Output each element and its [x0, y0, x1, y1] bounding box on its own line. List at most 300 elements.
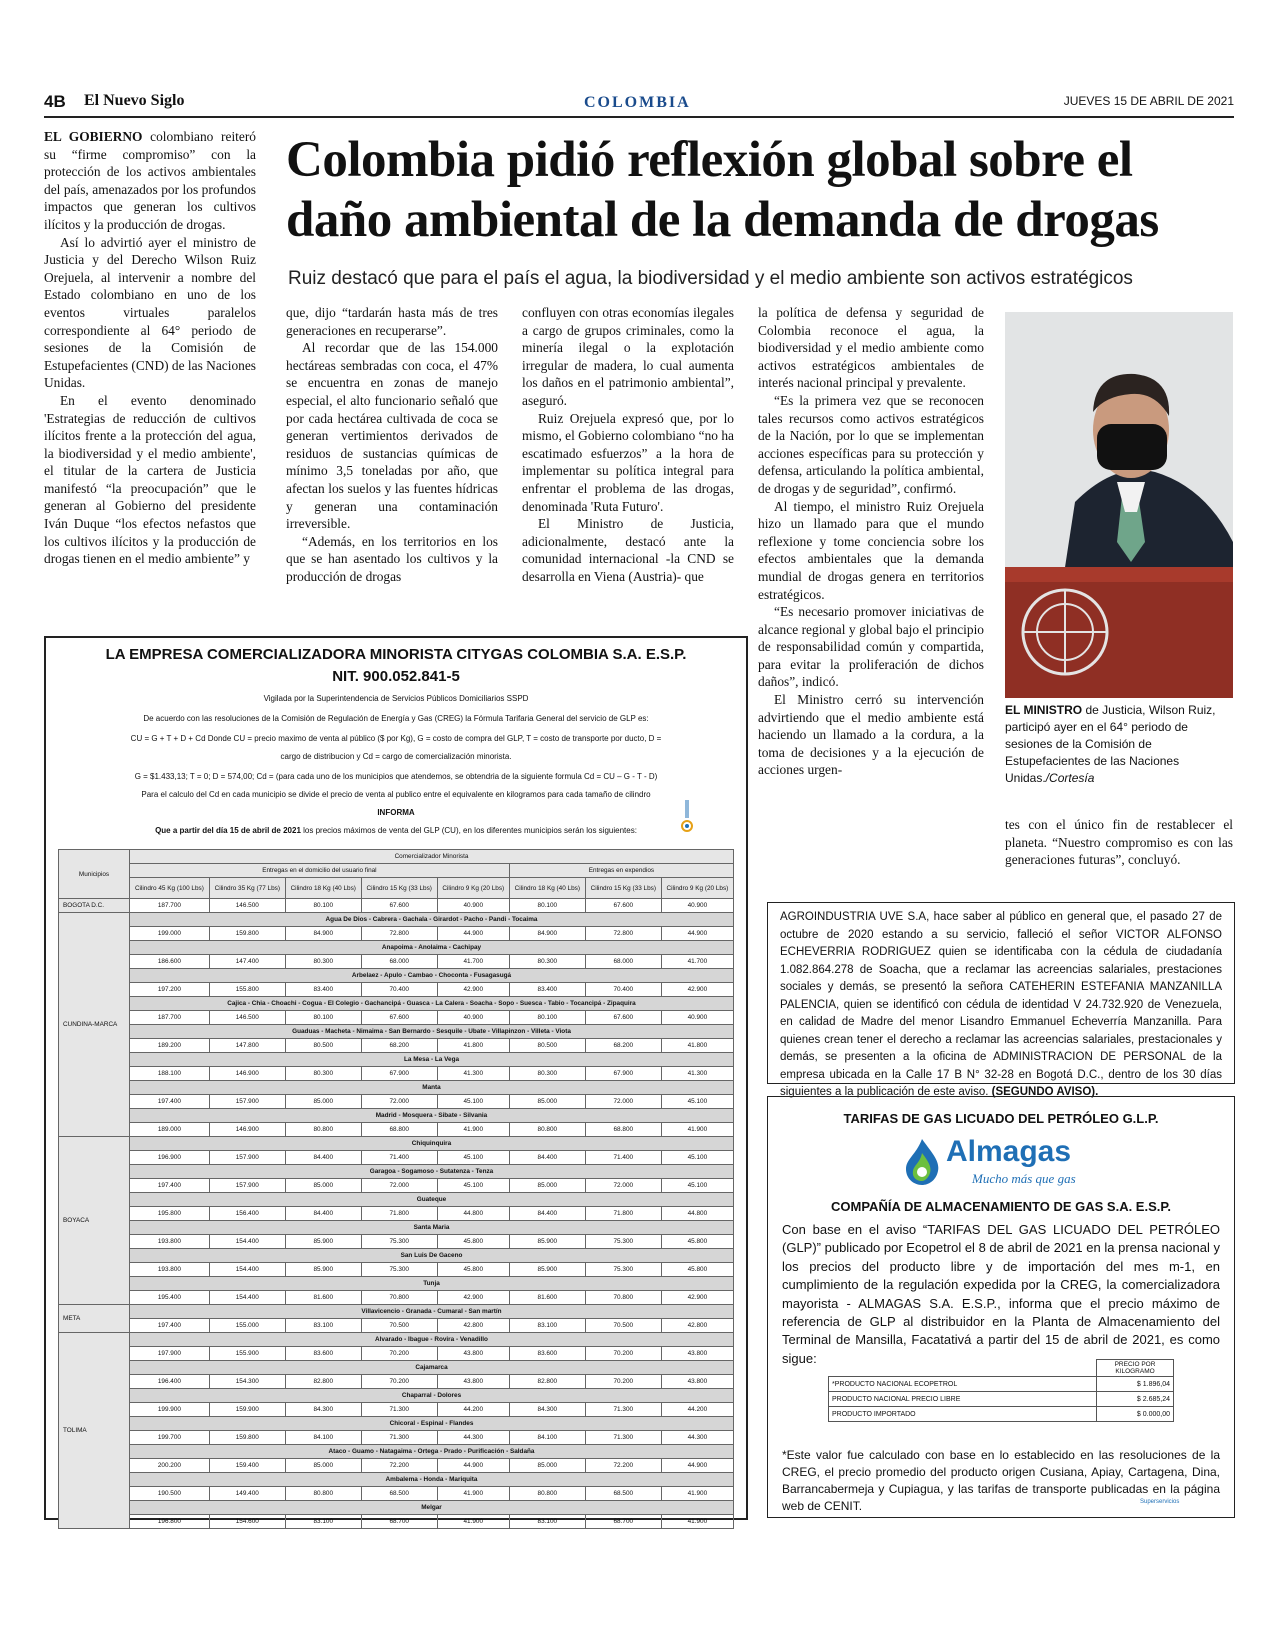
- price-cell: 44.900: [661, 1459, 733, 1473]
- group-row: [59, 969, 734, 983]
- table-header-row: [59, 864, 734, 878]
- column-header: Entregas en el domicilio del usuario final: [130, 864, 510, 878]
- price-cell: 83.100: [509, 1515, 585, 1529]
- column-header: Cilindro 15 Kg (33 Lbs): [585, 878, 661, 899]
- price-cell: 195.400: [130, 1291, 210, 1305]
- price-cell: 45.800: [437, 1235, 509, 1249]
- price-cell: 68.700: [585, 1515, 661, 1529]
- price-cell: 70.500: [585, 1319, 661, 1333]
- municipality-group-label: Chiquinquira: [130, 1137, 734, 1151]
- issue-date: JUEVES 15 DE ABRIL DE 2021: [1063, 94, 1234, 108]
- table-row: [59, 1291, 734, 1305]
- price-cell: 45.100: [661, 1179, 733, 1193]
- table-row: [59, 1515, 734, 1529]
- table-row: [59, 1207, 734, 1221]
- group-row: [59, 1249, 734, 1263]
- price-cell: 154.400: [209, 1291, 285, 1305]
- citygas-text: Vigilada por la Superintendencia de Servicios Públicos Domiciliarios SSPD: [263, 694, 529, 703]
- price-cell: 70.200: [585, 1347, 661, 1361]
- price-cell: 83.400: [509, 983, 585, 997]
- price-cell: 41.900: [661, 1515, 733, 1529]
- price-cell: 159.800: [209, 1431, 285, 1445]
- municipality-group-label: Santa Maria: [130, 1221, 734, 1235]
- article-column-1: [44, 128, 256, 568]
- article-column-5: [1005, 816, 1233, 869]
- group-row: [59, 1053, 734, 1067]
- price-cell: 41.700: [661, 955, 733, 969]
- price-cell: 154.400: [209, 1263, 285, 1277]
- municipality-group-label: Garagoa - Sogamoso - Sutatenza - Tenza: [130, 1165, 734, 1179]
- table-row: [59, 1039, 734, 1053]
- price-cell: 154.600: [209, 1515, 285, 1529]
- price-cell: 41.900: [437, 1515, 509, 1529]
- price-cell: 44.300: [437, 1431, 509, 1445]
- minister-photo-illustration: [1005, 312, 1233, 698]
- price-cell: 84.900: [509, 927, 585, 941]
- paragraph: Al tiempo, el ministro Ruiz Orejuela hizo un llamado para que el mundo reflexione y tome conciencia sobre los efectos ambientales que la demanda mundial de drogas genera en territorios estratégicos.: [758, 498, 984, 602]
- price-cell: 70.400: [585, 983, 661, 997]
- price-cell: 71.400: [361, 1151, 437, 1165]
- price-cell: 71.400: [585, 1151, 661, 1165]
- price-cell: 85.900: [285, 1235, 361, 1249]
- table-row: [59, 1067, 734, 1081]
- price-cell: 44.300: [661, 1431, 733, 1445]
- citygas-text: De acuerdo con las resoluciones de la Comisión de Regulación de Energía y Gas (CREG) la Fórmula Tarifaria General del servicio de GLP es:: [143, 714, 649, 723]
- table-row: PRODUCTO NACIONAL PRECIO LIBRE $ 2.685,24: [829, 1392, 1174, 1407]
- price-cell: 41.900: [437, 1487, 509, 1501]
- almagas-logo-name: Almagas: [946, 1135, 1072, 1168]
- price-cell: 72.800: [585, 927, 661, 941]
- price-cell: 68.700: [361, 1515, 437, 1529]
- almagas-footnote: *Este valor fue calculado con base en lo establecido en las resoluciones de la CREG, el precio promedio del producto origen Cusiana, Apiay, Cartagena, Dina, Barrancabermeja y Cupiagua, y las tarifas de transporte publicadas en la página web de CENIT.: [782, 1448, 1220, 1513]
- paragraph: “Además, en los territorios en los que se han asentado los cultivos y la producción de drogas: [286, 533, 498, 584]
- price-cell: 80.300: [285, 955, 361, 969]
- municipality-group-label: Ambalema - Honda - Mariquita: [130, 1473, 734, 1487]
- price-cell: 80.800: [509, 1487, 585, 1501]
- table-row: [59, 1431, 734, 1445]
- column-header: Cilindro 9 Kg (20 Lbs): [661, 878, 733, 899]
- municipality-group-label: Chicoral - Espinal - Flandes: [130, 1417, 734, 1431]
- price-cell: 146.900: [209, 1067, 285, 1081]
- group-row: [59, 1193, 734, 1207]
- price-cell: 157.900: [209, 1095, 285, 1109]
- table-row: [59, 899, 734, 913]
- almagas-ad: [767, 1096, 1235, 1518]
- minister-photo: [1005, 312, 1233, 698]
- paragraph: Ruiz Orejuela expresó que, por lo mismo, el Gobierno colombiano “no ha escatimado esfuerzos” a la hora de implementar su política integral para enfrentar el problema de las drogas, denominada 'Ruta Futuro'.: [522, 410, 734, 514]
- group-row: [59, 1389, 734, 1403]
- price-cell: 44.200: [661, 1403, 733, 1417]
- group-row: [59, 1109, 734, 1123]
- price-cell: 41.900: [661, 1487, 733, 1501]
- price-cell: 147.400: [209, 955, 285, 969]
- paragraph: colombiano reiteró su “firme compromiso” con la protección de los activos ambientales del país, amenazados por los profundos impactos que generan los cultivos ilícitos y la producción de drogas.: [44, 129, 256, 232]
- price-cell: 67.600: [361, 1011, 437, 1025]
- table-row: [59, 1319, 734, 1333]
- price-cell: 155.000: [209, 1319, 285, 1333]
- almagas-logo: [902, 1135, 1102, 1191]
- price-cell: 45.100: [437, 1095, 509, 1109]
- price-cell: 68.500: [361, 1487, 437, 1501]
- price-cell: 196.800: [130, 1515, 210, 1529]
- price-cell: 197.400: [130, 1179, 210, 1193]
- page-header: [44, 92, 1234, 118]
- citygas-text: CU = G + T + D + Cd Donde CU = precio maximo de venta al público ($ por Kg), G = costo de compra del GLP, T = costo de transporte por ducto, D =: [130, 734, 662, 743]
- price-cell: 45.100: [661, 1151, 733, 1165]
- price-cell: 71.300: [361, 1431, 437, 1445]
- citygas-nit: NIT. 900.052.841-5: [332, 668, 460, 685]
- price-cell: 40.900: [661, 1011, 733, 1025]
- almagas-flame-icon: [902, 1137, 942, 1187]
- table-row: [59, 1347, 734, 1361]
- price-cell: 72.200: [585, 1459, 661, 1473]
- price-cell: 80.300: [509, 1067, 585, 1081]
- price-cell: 70.200: [585, 1375, 661, 1389]
- table-header-row: [59, 878, 734, 899]
- price-cell: 75.300: [361, 1235, 437, 1249]
- article-column-3: [522, 304, 734, 586]
- price-cell: 197.900: [130, 1347, 210, 1361]
- price-cell: 68.800: [361, 1123, 437, 1137]
- citygas-text: Que a partir del día 15 de abril de 2021 los precios máximos de venta del GLP (CU), en los diferentes municipios serán los siguientes:: [155, 826, 637, 835]
- price-cell: 157.900: [209, 1151, 285, 1165]
- table-row: PRODUCTO IMPORTADO $ 0.000,00: [829, 1407, 1174, 1422]
- price-cell: 85.000: [285, 1179, 361, 1193]
- price-cell: 68.800: [585, 1123, 661, 1137]
- price-cell: 83.100: [285, 1319, 361, 1333]
- table-row: [59, 1263, 734, 1277]
- group-row: [59, 1221, 734, 1235]
- price-cell: 70.200: [361, 1375, 437, 1389]
- price-cell: 41.800: [661, 1039, 733, 1053]
- price-cell: 159.900: [209, 1403, 285, 1417]
- price-cell: 85.000: [285, 1459, 361, 1473]
- column-header: Comercializador Minorista: [130, 850, 734, 864]
- price-cell: 44.800: [437, 1207, 509, 1221]
- page-number: 4B: [44, 92, 66, 111]
- table-row: [59, 983, 734, 997]
- price-cell: 199.000: [130, 927, 210, 941]
- table-row: [59, 1403, 734, 1417]
- group-row: [59, 1277, 734, 1291]
- group-row: [59, 1333, 734, 1347]
- paragraph: El Ministro de Justicia, adicionalmente, destacó ante la comunidad internacional -la CND se desarrolla en Viena (Austria)- que: [522, 516, 734, 584]
- superservicios-logo: [678, 798, 696, 834]
- price-cell: 84.300: [509, 1403, 585, 1417]
- price-cell: 81.600: [285, 1291, 361, 1305]
- table-row: [59, 927, 734, 941]
- price-cell: 80.500: [509, 1039, 585, 1053]
- price-cell: 80.300: [285, 1067, 361, 1081]
- almagas-title: TARIFAS DE GAS LICUADO DEL PETRÓLEO G.L.P.: [843, 1111, 1159, 1126]
- price-cell: 44.900: [661, 927, 733, 941]
- price-cell: 71.300: [361, 1403, 437, 1417]
- price-cell: 40.900: [661, 899, 733, 913]
- group-row: [59, 1165, 734, 1179]
- headline: Colombia pidió reflexión global sobre el daño ambiental de la demanda de drogas: [286, 132, 1159, 248]
- paragraph: confluyen con otras economías ilegales a cargo de grupos criminales, como la minería ilegal o la explotación irregular de madera, lo cual aumenta los daños en el patrimonio ambiental”, aseguró.: [522, 305, 734, 408]
- department-cell: META: [59, 1305, 130, 1333]
- price-cell: 80.100: [285, 1011, 361, 1025]
- price-cell: 83.400: [285, 983, 361, 997]
- price-cell: 154.400: [209, 1235, 285, 1249]
- price-cell: 70.400: [361, 983, 437, 997]
- price-cell: 159.800: [209, 927, 285, 941]
- citygas-text: cargo de distribucion y Cd = cargo de comercialización minorista.: [280, 752, 512, 761]
- price-cell: 41.900: [661, 1123, 733, 1137]
- price-cell: 199.700: [130, 1431, 210, 1445]
- price-cell: 45.800: [437, 1263, 509, 1277]
- column-header: Municipios: [59, 850, 130, 899]
- price-cell: 193.800: [130, 1235, 210, 1249]
- price-cell: 44.900: [437, 927, 509, 941]
- price-cell: 80.300: [509, 955, 585, 969]
- department-cell: CUNDINA-MARCA: [59, 913, 130, 1137]
- price-cell: 43.800: [661, 1347, 733, 1361]
- group-row: [59, 1025, 734, 1039]
- price-cell: 190.500: [130, 1487, 210, 1501]
- price-cell: 68.200: [361, 1039, 437, 1053]
- price-cell: 159.400: [209, 1459, 285, 1473]
- price-cell: 67.600: [361, 899, 437, 913]
- paragraph: Al recordar que de las 154.000 hectáreas sembradas con coca, el 47% se encuentra en zonas de manejo especial, el alto funcionario señaló que por cada hectárea cultivada de coca se generan vertimientos derivados de residuos de sustancias químicas de mínimo 3,5 toneladas por año, que afectan los suelos y las fuentes hídricas y generan una contaminación irreversible.: [286, 340, 498, 532]
- price-cell: 43.800: [661, 1375, 733, 1389]
- uve-notice: [767, 902, 1235, 1098]
- masthead: El Nuevo Siglo: [84, 92, 185, 109]
- table-row: [59, 1011, 734, 1025]
- price-cell: 80.800: [509, 1123, 585, 1137]
- price-cell: 67.900: [361, 1067, 437, 1081]
- price-cell: 84.400: [509, 1151, 585, 1165]
- municipality-group-label: Guaduas - Macheta - Nimaima - San Bernardo - Sesquile - Ubate - Villapinzon - Villeta - Viota: [130, 1025, 734, 1039]
- municipality-group-label: Alvarado - Ibague - Rovira - Venadillo: [130, 1333, 734, 1347]
- table-row: [59, 1459, 734, 1473]
- group-row: [59, 997, 734, 1011]
- group-row: [59, 1445, 734, 1459]
- municipality-cell: BOGOTA D.C.: [59, 899, 130, 913]
- price-cell: 71.800: [585, 1207, 661, 1221]
- column-header: Cilindro 35 Kg (77 Lbs): [209, 878, 285, 899]
- price-cell: 155.800: [209, 983, 285, 997]
- paragraph: “Es necesario promover iniciativas de alcance regional y global bajo el principio de responsabilidad común y compartida, para evitar la proliferación de dichos daños”, indicó.: [758, 604, 984, 690]
- price-cell: 80.100: [509, 1011, 585, 1025]
- price-cell: 146.900: [209, 1123, 285, 1137]
- column-header: Cilindro 18 Kg (40 Lbs): [285, 878, 361, 899]
- price-cell: 80.100: [509, 899, 585, 913]
- municipality-group-label: Villavicencio - Granada - Cumaral - San martín: [130, 1305, 734, 1319]
- price-cell: 67.900: [585, 1067, 661, 1081]
- price-cell: 41.700: [437, 955, 509, 969]
- price-cell: 43.800: [437, 1347, 509, 1361]
- group-row: [59, 1137, 734, 1151]
- price-cell: 146.500: [209, 899, 285, 913]
- photo-caption: EL MINISTRO de Justicia, Wilson Ruiz, participó ayer en el 64° periodo de sesiones de la Comisión de Estupefacientes de las Naciones Unidas./Cortesía: [1005, 703, 1216, 785]
- price-cell: 45.100: [661, 1095, 733, 1109]
- price-cell: 42.900: [437, 983, 509, 997]
- group-row: [59, 1361, 734, 1375]
- table-row: [59, 1179, 734, 1193]
- municipality-group-label: San Luis De Gaceno: [130, 1249, 734, 1263]
- price-cell: 71.800: [361, 1207, 437, 1221]
- price-cell: 82.800: [509, 1375, 585, 1389]
- price-cell: 156.400: [209, 1207, 285, 1221]
- almagas-price-table: [828, 1359, 1174, 1422]
- price-cell: 80.500: [285, 1039, 361, 1053]
- price-cell: 71.300: [585, 1431, 661, 1445]
- price-cell: 42.900: [437, 1291, 509, 1305]
- almagas-body: Con base en el aviso “TARIFAS DEL GAS LICUADO DEL PETRÓLEO (GLP)” publicado por Ecopetrol el 8 de abril de 2021 en la prensa nacional y los precios del producto libre y de importación del mes m-1, en cumplimiento de la regulación expedida por la CREG, la comercializadora mayorista - ALMAGAS S.A. E.S.P., informa que el precio máximo de referencia de GLP al distribuidor en la Planta de Almacenamiento del Terminal de Mansilla, Facatativá a partir del 15 de abril de 2021, es como sigue:: [782, 1222, 1220, 1366]
- price-cell: 67.600: [585, 899, 661, 913]
- price-cell: 70.800: [585, 1291, 661, 1305]
- price-cell: 82.800: [285, 1375, 361, 1389]
- almagas-tagline: Mucho más que gas: [972, 1171, 1076, 1186]
- price-cell: 44.800: [661, 1207, 733, 1221]
- price-cell: 146.500: [209, 1011, 285, 1025]
- price-cell: 81.600: [509, 1291, 585, 1305]
- price-cell: 72.000: [361, 1179, 437, 1193]
- superservicios-logo: Superservicios: [1140, 1499, 1180, 1505]
- price-cell: 43.800: [437, 1375, 509, 1389]
- group-row: [59, 1501, 734, 1515]
- price-cell: 80.800: [285, 1123, 361, 1137]
- group-row: [59, 1305, 734, 1319]
- price-cell: 68.200: [585, 1039, 661, 1053]
- price-cell: 45.800: [661, 1263, 733, 1277]
- price-cell: 41.900: [437, 1123, 509, 1137]
- table-row: [59, 1095, 734, 1109]
- department-cell: BOYACA: [59, 1137, 130, 1305]
- price-cell: 40.900: [437, 899, 509, 913]
- price-cell: 42.800: [661, 1319, 733, 1333]
- almagas-company: COMPAÑÍA DE ALMACENAMIENTO DE GAS S.A. E.S.P.: [831, 1199, 1171, 1214]
- price-table: [58, 849, 734, 1529]
- price-cell: 200.200: [130, 1459, 210, 1473]
- price-cell: 45.100: [437, 1179, 509, 1193]
- price-cell: 72.800: [361, 927, 437, 941]
- price-cell: 197.400: [130, 1319, 210, 1333]
- table-row: *PRODUCTO NACIONAL ECOPETROL $ 1.896,04: [829, 1377, 1174, 1392]
- price-cell: 68.500: [585, 1487, 661, 1501]
- uve-notice-text: AGROINDUSTRIA UVE S.A, hace saber al público en general que, el pasado 27 de octubre de 2020 estando a su servicio, falleció el señor VICTOR ALFONSO ECHEVERRIA RODRIGUEZ quien se identificaba con la cédula de ciudadanía 1.082.864.278 de Soacha, que a reclamar las acreencias salariales, prestaciones sociales y demás, se presentó la señora CATEHERIN ESTEFANIA MANZANILLA PALENCIA, quien se identificó con cédula de identidad V 24.732.920 de Venezuela, en calidad de Madre del menor Lisandro Emmanuel Echeverría Manzanilla. Para quienes crean tener el derecho a reclamar las acreencias salariales, prestacionales y demás, se presenten a la oficina de ADMINISTRACION DE PERSONAL de la empresa ubicada en la Calle 17 B N° 32-28 en Bogotá D.C., dentro de los 30 días siguientes a la publicación de este aviso. (SEGUNDO AVISO).: [780, 911, 1222, 1098]
- price-cell: 83.100: [285, 1515, 361, 1529]
- price-cell: 83.600: [285, 1347, 361, 1361]
- citygas-informa: INFORMA: [377, 808, 415, 817]
- municipality-group-label: Arbelaez - Apulo - Cambao - Choconta - Fusagasugá: [130, 969, 734, 983]
- price-cell: 80.800: [285, 1487, 361, 1501]
- column-header: Cilindro 18 Kg (40 Lbs): [509, 878, 585, 899]
- price-cell: 41.800: [437, 1039, 509, 1053]
- municipality-group-label: Agua De Dios - Cabrera - Gachala - Girardot - Pacho - Pandi - Tocaima: [130, 913, 734, 927]
- price-cell: 187.700: [130, 1011, 210, 1025]
- municipality-group-label: Cajica - Chia - Choachi - Cogua - El Colegio - Gachancipá - Guasca - La Calera - Soacha - Sopo - Suesca - Tabio - Tocancipá - Zipaquira: [130, 997, 734, 1011]
- table-row: [59, 955, 734, 969]
- table-row: [59, 1151, 734, 1165]
- price-cell: 84.100: [285, 1431, 361, 1445]
- citygas-text: Para el calculo del Cd en cada municipio se divide el precio de venta al publico entre el equivalente en kilogramos para cada tamaño de cilindro: [141, 790, 651, 799]
- price-cell: 85.900: [509, 1235, 585, 1249]
- subheadline: Ruiz destacó que para el país el agua, la biodiversidad y el medio ambiente son activos estratégicos: [288, 268, 1133, 289]
- price-cell: 41.300: [437, 1067, 509, 1081]
- paragraph: tes con el único fin de restablecer el planeta. “Nuestro compromiso es con las generaciones futuras”, concluyó.: [1005, 817, 1233, 868]
- municipality-group-label: Chaparral - Dolores: [130, 1389, 734, 1403]
- column-header: Cilindro 15 Kg (33 Lbs): [361, 878, 437, 899]
- municipality-group-label: Guateque: [130, 1193, 734, 1207]
- price-cell: 67.600: [585, 1011, 661, 1025]
- price-cell: 196.400: [130, 1375, 210, 1389]
- paragraph: la política de defensa y seguridad de Colombia reconoce el agua, la biodiversidad y el medio ambiente como activos estratégicos ambientales de interés nacional principal y prevalente.: [758, 305, 984, 391]
- price-cell: 45.100: [437, 1151, 509, 1165]
- price-cell: 149.400: [209, 1487, 285, 1501]
- citygas-text: G = $1.433,13; T = 0; D = 574,00; Cd = (para cada uno de los municipios que atendemos, se obtendria de la siguiente formula Cd = CU – G - T - D): [134, 772, 658, 781]
- price-cell: 72.000: [585, 1179, 661, 1193]
- paragraph: Así lo advirtió ayer el ministro de Justicia y del Derecho Wilson Ruiz Orejuela, al intervenir a nombre del Estado colombiano en uno de los eventos virtuales paralelos correspondiente al 64° periodo de sesiones de la Comisión de Estupefacientes (CND) de las Naciones Unidas.: [44, 234, 256, 391]
- column-header: Cilindro 9 Kg (20 Lbs): [437, 878, 509, 899]
- department-cell: TOLIMA: [59, 1333, 130, 1529]
- article-column-2: [286, 304, 498, 586]
- paragraph: “Es la primera vez que se reconocen tales recursos como activos estratégicos de la Nación, por lo que se implementan acciones específicas para su protección y defensa, articulando la política ambiental, de drogas y de seguridad”, confirmó.: [758, 392, 984, 496]
- price-cell: 72.000: [361, 1095, 437, 1109]
- table-row: [59, 1487, 734, 1501]
- price-cell: 75.300: [361, 1263, 437, 1277]
- price-cell: 42.900: [661, 983, 733, 997]
- price-cell: 187.700: [130, 899, 210, 913]
- column-header: Cilindro 45 Kg (100 Lbs): [130, 878, 210, 899]
- price-cell: 83.600: [509, 1347, 585, 1361]
- municipality-group-label: Manta: [130, 1081, 734, 1095]
- price-cell: 199.900: [130, 1403, 210, 1417]
- price-cell: 189.200: [130, 1039, 210, 1053]
- price-cell: 157.900: [209, 1179, 285, 1193]
- price-cell: 193.800: [130, 1263, 210, 1277]
- price-cell: 85.900: [509, 1263, 585, 1277]
- price-cell: 45.800: [661, 1235, 733, 1249]
- citygas-title: LA EMPRESA COMERCIALIZADORA MINORISTA CITYGAS COLOMBIA S.A. E.S.P.: [105, 646, 687, 663]
- price-cell: 197.400: [130, 1095, 210, 1109]
- municipality-group-label: Cajamarca: [130, 1361, 734, 1375]
- almagas-table-header: PRECIO POR KILOGRAMO: [1097, 1360, 1174, 1377]
- municipality-group-label: Ataco - Guamo - Natagaima - Ortega - Prado - Purificación - Saldaña: [130, 1445, 734, 1459]
- price-cell: 189.000: [130, 1123, 210, 1137]
- price-cell: 42.900: [661, 1291, 733, 1305]
- price-cell: 195.800: [130, 1207, 210, 1221]
- price-cell: 85.000: [509, 1179, 585, 1193]
- table-row: [59, 1123, 734, 1137]
- price-cell: 85.000: [509, 1459, 585, 1473]
- price-cell: 40.900: [437, 1011, 509, 1025]
- price-cell: 85.900: [285, 1263, 361, 1277]
- table-row: [59, 1375, 734, 1389]
- price-cell: 70.800: [361, 1291, 437, 1305]
- price-cell: 68.000: [585, 955, 661, 969]
- price-cell: 197.200: [130, 983, 210, 997]
- price-cell: 42.800: [437, 1319, 509, 1333]
- municipality-group-label: Anapoima - Anolaima - Cachipay: [130, 941, 734, 955]
- lead-words: EL GOBIERNO: [44, 129, 143, 144]
- price-cell: 75.300: [585, 1263, 661, 1277]
- table-row: [59, 1235, 734, 1249]
- municipality-group-label: Madrid - Mosquera - Sibate - Silvania: [130, 1109, 734, 1123]
- municipality-group-label: Melgar: [130, 1501, 734, 1515]
- price-cell: 84.300: [285, 1403, 361, 1417]
- price-cell: 155.900: [209, 1347, 285, 1361]
- group-row: [59, 1473, 734, 1487]
- price-cell: 44.900: [437, 1459, 509, 1473]
- price-cell: 84.400: [285, 1207, 361, 1221]
- group-row: [59, 913, 734, 927]
- price-cell: 84.400: [509, 1207, 585, 1221]
- price-cell: 83.100: [509, 1319, 585, 1333]
- group-row: [59, 941, 734, 955]
